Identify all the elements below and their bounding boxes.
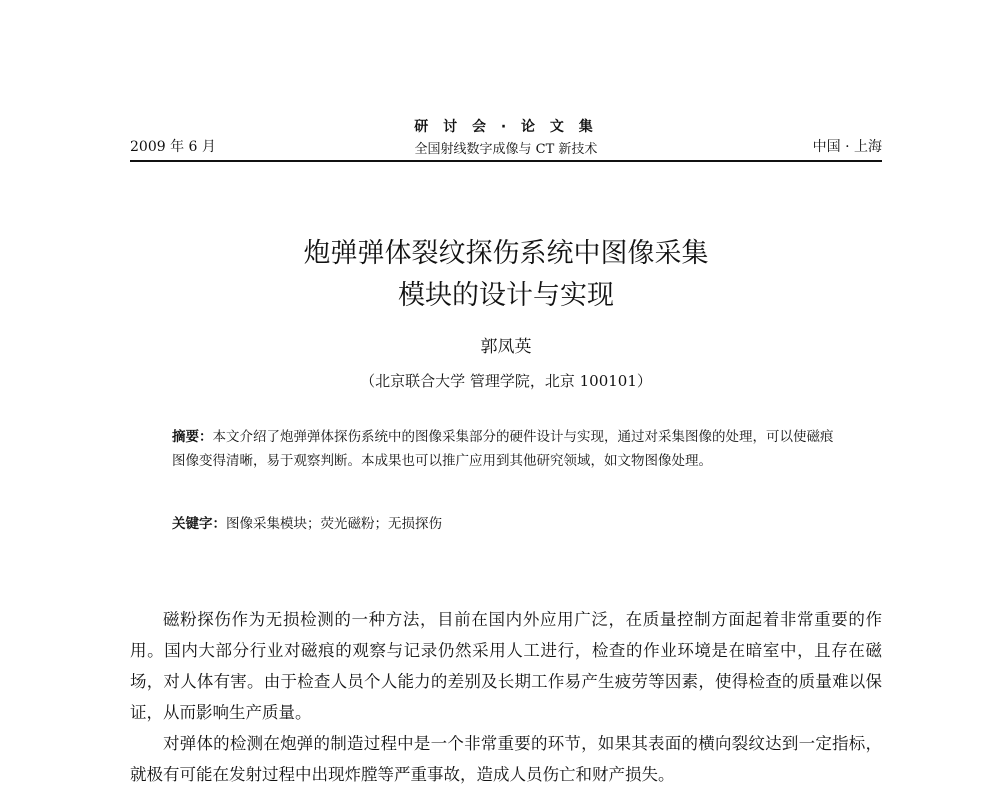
abstract-text: 本文介绍了炮弹弹体探伤系统中的图像采集部分的硬件设计与实现，通过对采集图像的处理，可以使磁痕图像变得清晰，易于观察判断。本成果也可以推广应用到其他研究领域，如文物图像处理。 [172, 429, 834, 469]
keywords-label: 关键字： [172, 516, 226, 532]
running-header [130, 112, 882, 160]
title-line-1: 炮弹弹体裂纹探伤系统中图像采集 [303, 238, 709, 269]
header-date: 2009 年 6 月 [130, 139, 216, 155]
header-divider [130, 160, 882, 162]
author-name: 郭凤英 [480, 337, 532, 357]
header-series: 研 讨 会 · 论 文 集 [414, 119, 598, 135]
title-line-2: 模块的设计与实现 [398, 280, 614, 311]
header-conference: 全国射线数字成像与 CT 新技术 [414, 142, 598, 157]
abstract [172, 425, 844, 473]
paper-title [130, 233, 882, 317]
keywords [172, 512, 844, 536]
body-paragraph-1: 磁粉探伤作为无损检测的一种方法，目前在国内外应用广泛，在质量控制方面起着非常重要的作用。国内大部分行业对磁痕的观察与记录仍然采用人工进行，检查的作业环境是在暗室中，且存在磁场，对人体有害。由于检查人员个人能力的差别及长期工作易产生疲劳等因素，使得检查的质量难以保证，从而影响生产质量。 [130, 610, 882, 722]
body-paragraph-2: 对弹体的检测在炮弹的制造过程中是一个非常重要的环节，如果其表面的横向裂纹达到一定指标，就极有可能在发射过程中出现炸膛等严重事故，造成人员伤亡和财产损失。 [130, 734, 882, 784]
header-location: 中国 · 上海 [812, 139, 882, 155]
author-affiliation: （北京联合大学 管理学院，北京 100101） [360, 372, 652, 390]
body-text [130, 604, 882, 790]
keywords-text: 图像采集模块；荧光磁粉；无损探伤 [226, 516, 442, 532]
header-center [130, 116, 882, 157]
abstract-label: 摘要： [172, 429, 213, 445]
